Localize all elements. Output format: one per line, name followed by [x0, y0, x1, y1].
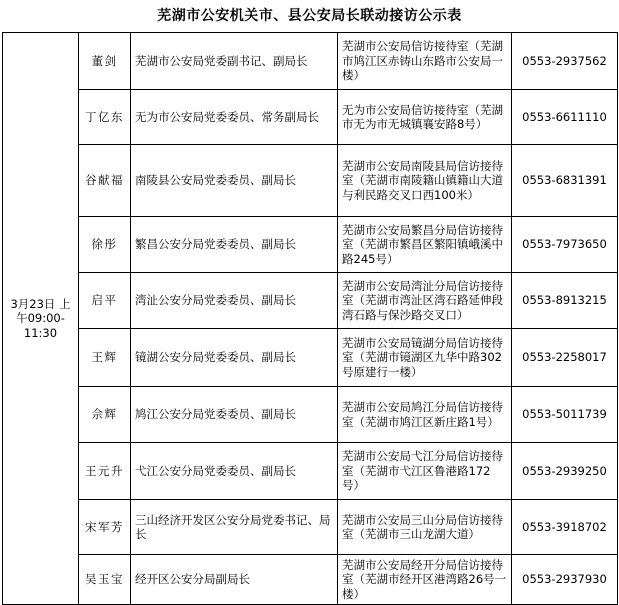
table-row [3, 33, 618, 90]
reception-address: 芜湖市公安局信访接待室（芜湖市鸠江区赤铸山东路市公安局一楼） [338, 33, 512, 90]
reception-address: 芜湖市公安局弋江分局信访接待室（芜湖市弋江区鲁港路172号） [338, 443, 512, 500]
table-row [3, 145, 618, 217]
reception-address: 芜湖市公安局湾沚分局信访接待室（芜湖市湾沚区湾石路延伸段湾石路与保沙路交叉口） [338, 273, 512, 329]
official-name: 王辉 [79, 329, 131, 387]
table-row [3, 273, 618, 329]
reception-address: 芜湖市公安局南陵县局信访接待室（芜湖市南陵籍山镇籍山大道与利民路交叉口西100米） [338, 145, 512, 217]
official-name: 徐彤 [79, 217, 131, 273]
document-title: 芜湖市公安机关市、县公安局长联动接访公示表 [157, 8, 462, 24]
phone-number: 0553-2939250 [512, 443, 618, 500]
reception-address: 无为市公安局信访接待室（芜湖市无为市无城镇襄安路8号） [338, 90, 512, 145]
phone-number: 0553-6831391 [512, 145, 618, 217]
official-position: 经开区公安分局副局长 [131, 555, 338, 605]
table-row [3, 555, 618, 605]
official-name: 谷献福 [79, 145, 131, 217]
table-row [3, 500, 618, 555]
table-row [3, 217, 618, 273]
official-name: 王元升 [79, 443, 131, 500]
phone-number: 0553-2937930 [512, 555, 618, 605]
schedule-table [2, 32, 618, 605]
official-position: 芜湖市公安局党委副书记、副局长 [131, 33, 338, 90]
phone-number: 0553-2937562 [512, 33, 618, 90]
official-position: 镜湖公安分局党委委员、副局长 [131, 329, 338, 387]
official-position: 湾沚公安分局党委委员、副局长 [131, 273, 338, 329]
official-name: 启平 [79, 273, 131, 329]
phone-number: 0553-8913215 [512, 273, 618, 329]
official-name: 宋军芳 [79, 500, 131, 555]
official-position: 鸠江公安分局党委委员、副局长 [131, 387, 338, 443]
reception-address: 芜湖市公安局镜湖分局信访接待室（芜湖市镜湖区九华中路302号原建行一楼） [338, 329, 512, 387]
date-time-cell: 3月23日 上午09:00-11:30 [3, 33, 79, 605]
official-name: 佘辉 [79, 387, 131, 443]
phone-number: 0553-6611110 [512, 90, 618, 145]
official-position: 繁昌公安分局党委委员、副局长 [131, 217, 338, 273]
reception-address: 芜湖市公安局鸠江分局信访接待室（芜湖市鸠江区新庄路1号） [338, 387, 512, 443]
official-position: 南陵县公安局党委委员、副局长 [131, 145, 338, 217]
table-row [3, 443, 618, 500]
reception-address: 芜湖市公安局繁昌分局信访接待室（芜湖市繁昌区繁阳镇峨溪中路245号） [338, 217, 512, 273]
official-name: 丁亿东 [79, 90, 131, 145]
official-position: 三山经济开发区公安分局党委书记、局长 [131, 500, 338, 555]
reception-address: 芜湖市公安局三山分局信访接待室（芜湖市三山龙湖大道） [338, 500, 512, 555]
official-name: 董剑 [79, 33, 131, 90]
phone-number: 0553-2258017 [512, 329, 618, 387]
table-row [3, 329, 618, 387]
phone-number: 0553-7973650 [512, 217, 618, 273]
phone-number: 0553-5011739 [512, 387, 618, 443]
official-position: 弋江公安分局党委委员、副局长 [131, 443, 338, 500]
table-row [3, 387, 618, 443]
table-row [3, 90, 618, 145]
reception-address: 芜湖市公安局经开分局信访接待室（芜湖市经开区港湾路26号一楼） [338, 555, 512, 605]
phone-number: 0553-3918702 [512, 500, 618, 555]
official-name: 吴玉宝 [79, 555, 131, 605]
official-position: 无为市公安局党委委员、常务副局长 [131, 90, 338, 145]
